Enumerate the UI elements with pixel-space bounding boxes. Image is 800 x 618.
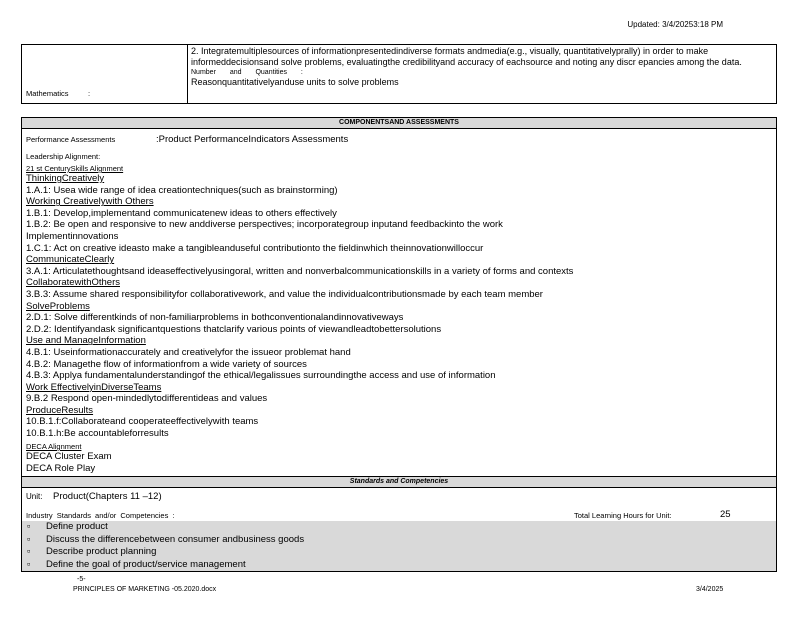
skill-line: 4.B.2: Managethe flow of informationfrom a wide variety of sources bbox=[26, 358, 307, 370]
deca-item: DECA Cluster Exam bbox=[26, 451, 112, 462]
competency-text: Describe product planning bbox=[46, 546, 157, 557]
skill-line: 1.C.1: Act on creative ideasto make a tangibleanduseful contributionto the fieldinwhich theinnovationwilloccur bbox=[26, 242, 484, 254]
skill-line: 2.D.2: Identifyandask significantquestions thatclarify various points of viewandleadtobettersolutions bbox=[26, 323, 442, 335]
skill-line: SolveProblems bbox=[26, 300, 90, 312]
standards-competencies-header: Standards and Competencies bbox=[21, 476, 777, 488]
skill-line: 4.B.1: Useinformationaccurately and creativelyfor the issueor problemat hand bbox=[26, 346, 351, 358]
mathematics-standards bbox=[191, 46, 775, 88]
number-quantities-label: Number and Quantities : bbox=[191, 69, 303, 76]
skill-line: 3.A.1: Articulatethoughtsand ideaseffectivelyusingoral, written and nonverbalcommunicationskills in a variety of forms and contexts bbox=[26, 265, 574, 277]
document-filename: PRINCIPLES OF MARKETING -05.2020.docx bbox=[73, 586, 217, 593]
skill-line: CommunicateClearly bbox=[26, 254, 115, 266]
mathematics-table bbox=[21, 44, 777, 104]
list-item bbox=[22, 521, 776, 534]
deca-items bbox=[26, 451, 112, 474]
industry-standards-label: Industry Standards and/or Competencies : bbox=[26, 511, 175, 520]
skill-line: Working Creativelywith Others bbox=[26, 196, 154, 208]
skill-line: 10.B.1.h:Be accountableforresults bbox=[26, 428, 169, 440]
competency-text: Define the goal of product/service management bbox=[46, 558, 246, 570]
deca-item: DECA Role Play bbox=[26, 462, 96, 474]
skill-line: 9.B.2 Respond open-mindedlytodifferentideas and values bbox=[26, 393, 268, 405]
number-quantities-text: Reasonquantitativelyanduse units to solve problems bbox=[191, 77, 399, 87]
page-number: -5- bbox=[77, 576, 86, 583]
bullet-icon: ▫ bbox=[27, 533, 31, 545]
column-divider bbox=[187, 45, 188, 103]
skill-line: ProduceResults bbox=[26, 404, 94, 416]
list-item bbox=[22, 546, 776, 559]
skill-line: CollaboratewithOthers bbox=[26, 277, 120, 289]
skill-line: 2.D.1: Solve differentkinds of non-familiarproblems in bothconventionalandinnovativeways bbox=[26, 312, 404, 324]
skill-line: Implementinnovations bbox=[26, 230, 119, 242]
skill-line: ThinkingCreatively bbox=[26, 173, 105, 184]
bullet-icon: ▫ bbox=[27, 546, 31, 557]
bullet-icon: ▫ bbox=[27, 558, 31, 570]
standards-section bbox=[21, 488, 777, 572]
competency-list bbox=[22, 521, 776, 571]
skill-line: 1.B.2: Be open and responsive to new anddiverse perspectives; incorporategroup inputand feedbackinto the work bbox=[26, 219, 503, 231]
performance-assessments-label: Performance Assessments bbox=[26, 135, 116, 144]
footer-date: 3/4/2025 bbox=[696, 586, 724, 593]
competency-text: Define product bbox=[46, 521, 108, 532]
mathematics-label: Mathematics bbox=[26, 89, 69, 98]
skill-line: 10.B.1.f:Collaborateand cooperateeffectivelywith teams bbox=[26, 416, 259, 428]
leadership-alignment-label: Leadership Alignment: bbox=[26, 152, 101, 161]
skill-line: Work EffectivelyinDiverseTeams bbox=[26, 381, 162, 393]
learning-hours-label: Total Learning Hours for Unit: bbox=[574, 511, 672, 520]
list-item bbox=[22, 534, 776, 547]
bullet-icon: ▫ bbox=[27, 521, 31, 532]
unit-label: Unit: bbox=[26, 492, 43, 501]
skill-line: Use and ManageInformation bbox=[26, 335, 146, 347]
competency-text: Discuss the differencebetween consumer andbusiness goods bbox=[46, 533, 305, 545]
deca-alignment-label: DECA Alignment bbox=[26, 442, 82, 451]
skill-line: 1.B.1: Develop,implementand communicatenew ideas to others effectively bbox=[26, 207, 337, 219]
learning-hours-value: 25 bbox=[720, 509, 731, 520]
list-item bbox=[22, 559, 776, 572]
unit-value: Product(Chapters 11 –12) bbox=[53, 491, 162, 502]
performance-assessments-value: :Product PerformanceIndicators Assessments bbox=[156, 134, 349, 145]
components-section bbox=[21, 129, 777, 476]
skills-list bbox=[26, 173, 774, 440]
components-assessments-header: COMPONENTSAND ASSESSMENTS bbox=[21, 117, 777, 129]
mathematics-standard-text: 2. Integratemultiplesources of informationpresentedindiverse formats andmedia(e.g., visually, quantitativelyprally) in order to make informeddecisionsand solve problems, evaluatingthe credibilityand accuracy of eachsource and noting any discr epancies among the data. bbox=[191, 46, 742, 67]
updated-timestamp: Updated: 3/4/20253:18 PM bbox=[627, 20, 723, 29]
mathematics-colon: : bbox=[88, 89, 91, 98]
skill-line: 1.A.1: Usea wide range of idea creationtechniques(such as brainstorming) bbox=[26, 184, 338, 196]
century-skills-alignment-label: 21 st CenturySkills Alignment bbox=[26, 164, 124, 173]
skill-line: 4.B.3: Applya fundamentalunderstandingof the ethical/legalissues surroundingthe access and use of information bbox=[26, 370, 496, 382]
skill-line: 3.B.3: Assume shared responsibilityfor collaborativework, and value the individualcontributionsmade by each team member bbox=[26, 288, 543, 300]
